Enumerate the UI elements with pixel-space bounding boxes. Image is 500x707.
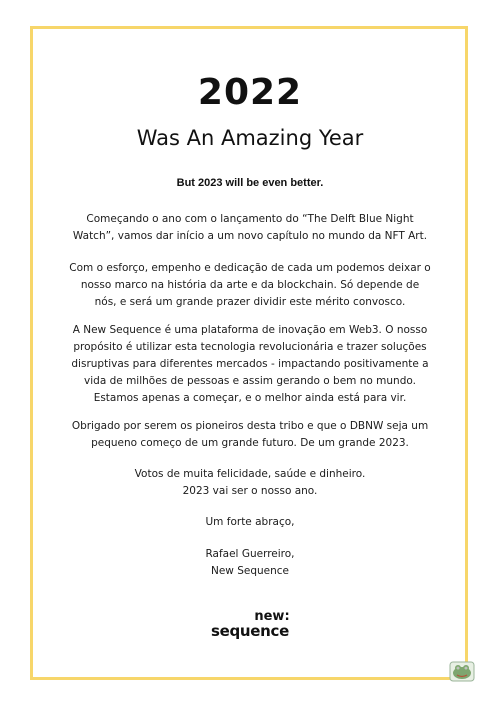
wishes-line: Votos de muita felicidade, saúde e dinheiro. bbox=[134, 468, 366, 480]
paragraph-line: Estamos apenas a começar, e o melhor ainda está para vir. bbox=[93, 392, 407, 404]
paragraph-1 bbox=[60, 211, 440, 245]
logo-line-new: new: bbox=[254, 609, 290, 624]
wishes bbox=[60, 466, 440, 500]
paragraph-4 bbox=[60, 418, 440, 452]
signature-company: New Sequence bbox=[210, 565, 290, 577]
paragraph-3 bbox=[60, 322, 440, 407]
frog-mascot-icon bbox=[449, 660, 475, 682]
page-tagline: But 2023 will be even better. bbox=[176, 177, 324, 189]
paragraph-line: nosso marco na história da arte e da blockchain. Só depende de bbox=[80, 279, 420, 291]
paragraph-line: disruptivas para diferentes mercados - impactando positivamente a bbox=[71, 358, 429, 370]
new-sequence-logo bbox=[0, 610, 500, 639]
logo-line-sequence: sequence bbox=[210, 622, 290, 640]
paragraph-line: Começando o ano com o lançamento do “The Delft Blue Night bbox=[86, 213, 414, 225]
paragraph-line: pequeno começo de um grande futuro. De um grande 2023. bbox=[91, 437, 409, 449]
closing: Um forte abraço, bbox=[205, 516, 295, 528]
paragraph-line: A New Sequence é uma plataforma de inovação em Web3. O nosso bbox=[72, 324, 428, 336]
page-headline: Was An Amazing Year bbox=[136, 126, 364, 150]
paragraph-line: vida de milhões de pessoas e assim gerando o bem no mundo. bbox=[84, 375, 416, 387]
paragraph-line: Com o esforço, empenho e dedicação de cada um podemos deixar o bbox=[69, 262, 431, 274]
paragraph-line: nós, e será um grande prazer dividir este mérito convosco. bbox=[94, 296, 406, 308]
page-year: 2022 bbox=[197, 72, 303, 113]
signature-name: Rafael Guerreiro, bbox=[205, 548, 295, 560]
paragraph-line: Watch”, vamos dar início a um novo capítulo no mundo da NFT Art. bbox=[72, 230, 428, 242]
paragraph-line: Obrigado por serem os pioneiros desta tribo e que o DBNW seja um bbox=[71, 420, 429, 432]
wishes-line: 2023 vai ser o nosso ano. bbox=[182, 485, 318, 497]
paragraph-2 bbox=[60, 260, 440, 311]
paragraph-line: propósito é utilizar esta tecnologia revolucionária e trazer soluções bbox=[73, 341, 427, 353]
signature bbox=[60, 546, 440, 580]
